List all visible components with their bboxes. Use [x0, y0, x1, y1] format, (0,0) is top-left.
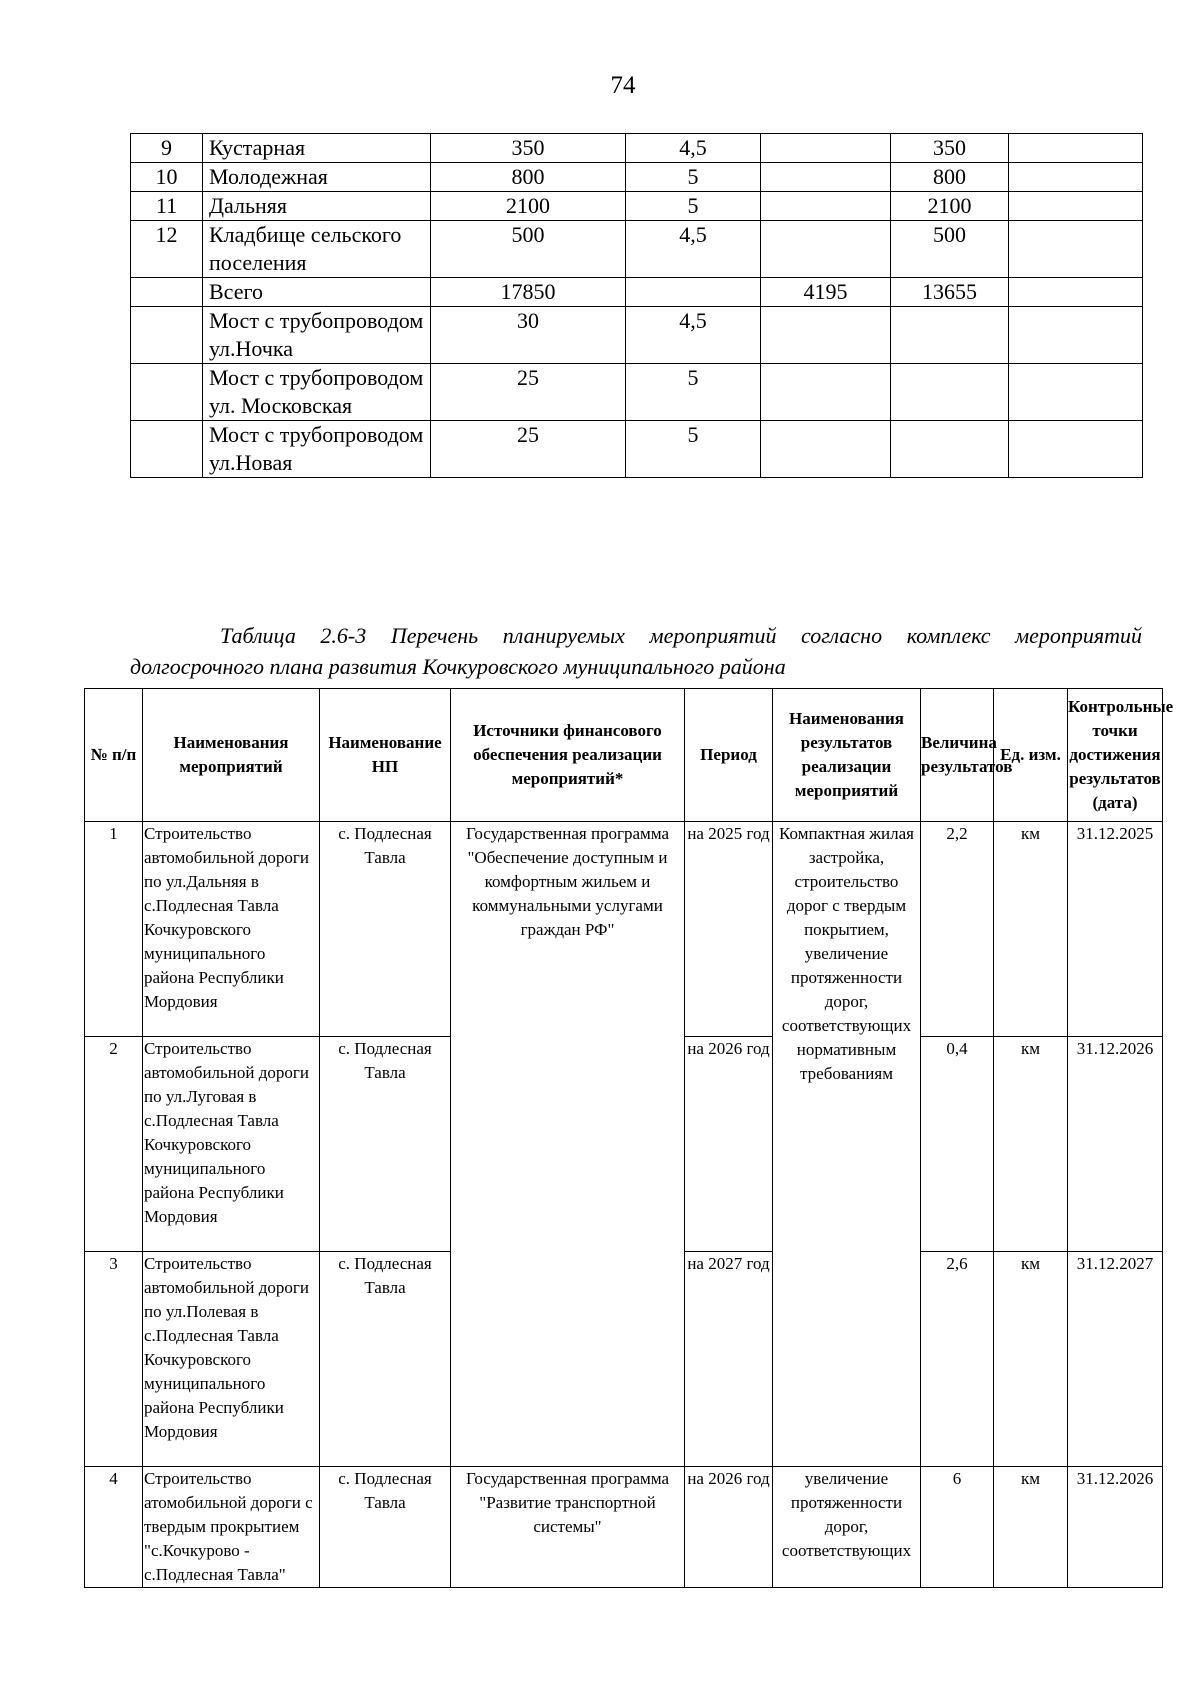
row-col5 — [761, 192, 891, 221]
row-name: Всего — [203, 278, 431, 307]
table-row — [85, 1467, 1163, 1588]
row-col7 — [1009, 307, 1143, 364]
row-col7 — [1009, 278, 1143, 307]
row-event: Строительство атомобильной дороги с твердым прокрытием "с.Кочкурово - с.Подлесная Тавла" — [143, 1467, 320, 1588]
table-row — [131, 134, 1143, 163]
row-num — [131, 421, 203, 478]
row-num: 9 — [131, 134, 203, 163]
row-num: 3 — [85, 1252, 143, 1467]
row-unit: км — [994, 822, 1068, 1037]
row-col6: 800 — [891, 163, 1009, 192]
row-col6: 2100 — [891, 192, 1009, 221]
table-row — [131, 364, 1143, 421]
row-num — [131, 364, 203, 421]
row-period: на 2027 год — [685, 1252, 773, 1467]
row-control: 31.12.2026 — [1068, 1467, 1163, 1588]
table-row — [131, 163, 1143, 192]
header-event: Наименования мероприятий — [143, 689, 320, 822]
row-length: 500 — [431, 221, 626, 278]
row-name: Мост с трубопроводом ул. Московская — [203, 364, 431, 421]
row-col5 — [761, 364, 891, 421]
row-name: Кладбище сельского поселения — [203, 221, 431, 278]
row-settlement: с. Подлесная Тавла — [320, 1252, 451, 1467]
row-settlement: с. Подлесная Тавла — [320, 1037, 451, 1252]
row-col7 — [1009, 163, 1143, 192]
row-period: на 2025 год — [685, 822, 773, 1037]
row-length: 25 — [431, 364, 626, 421]
row-width: 4,5 — [626, 307, 761, 364]
row-width: 4,5 — [626, 134, 761, 163]
table-row — [85, 822, 1163, 1037]
header-result: Наименования результатов реализации мероприятий — [773, 689, 921, 822]
row-width: 5 — [626, 163, 761, 192]
row-col7 — [1009, 192, 1143, 221]
row-col5 — [761, 163, 891, 192]
row-num — [131, 307, 203, 364]
table-row — [131, 307, 1143, 364]
planned-events-table — [84, 688, 1174, 1588]
row-period: на 2026 год — [685, 1037, 773, 1252]
row-col6 — [891, 421, 1009, 478]
header-num: № п/п — [85, 689, 143, 822]
row-value: 0,4 — [921, 1037, 994, 1252]
row-num: 2 — [85, 1037, 143, 1252]
row-value: 2,2 — [921, 822, 994, 1037]
row-col6: 350 — [891, 134, 1009, 163]
table-row — [131, 421, 1143, 478]
table-header-row — [85, 689, 1163, 822]
row-col6: 13655 — [891, 278, 1009, 307]
row-col7 — [1009, 134, 1143, 163]
row-num: 12 — [131, 221, 203, 278]
row-col5 — [761, 134, 891, 163]
header-value: Величина результатов — [921, 689, 994, 822]
row-col5 — [761, 221, 891, 278]
row-col6: 500 — [891, 221, 1009, 278]
row-length: 17850 — [431, 278, 626, 307]
header-period: Период — [685, 689, 773, 822]
row-num — [131, 278, 203, 307]
row-col7 — [1009, 421, 1143, 478]
row-num: 11 — [131, 192, 203, 221]
row-width: 5 — [626, 421, 761, 478]
row-name: Кустарная — [203, 134, 431, 163]
row-width: 5 — [626, 364, 761, 421]
row-name: Мост с трубопроводом ул.Новая — [203, 421, 431, 478]
header-source: Источники финансового обеспечения реализации мероприятий* — [451, 689, 685, 822]
row-col7 — [1009, 221, 1143, 278]
row-control: 31.12.2026 — [1068, 1037, 1163, 1252]
row-col6 — [891, 364, 1009, 421]
row-result-merged: Компактная жилая застройка, строительство дорог с твердым покрытием, увеличение протяженности дорог, соответствующих нормативным требованиям — [773, 822, 921, 1467]
row-col6 — [891, 307, 1009, 364]
row-name: Молодежная — [203, 163, 431, 192]
row-value: 6 — [921, 1467, 994, 1588]
row-event: Строительство автомобильной дороги по ул.Полевая в с.Подлесная Тавла Кочкуровского муниципального района Республики Мордовия — [143, 1252, 320, 1467]
header-control: Контрольные точки достижения результатов (дата) — [1068, 689, 1163, 822]
row-num: 10 — [131, 163, 203, 192]
row-unit: км — [994, 1467, 1068, 1588]
row-col7 — [1009, 364, 1143, 421]
row-period: на 2026 год — [685, 1467, 773, 1588]
row-col5 — [761, 421, 891, 478]
row-col5 — [761, 307, 891, 364]
row-unit: км — [994, 1037, 1068, 1252]
row-num: 4 — [85, 1467, 143, 1588]
table-row — [131, 278, 1143, 307]
table-caption: Таблица 2.6-3 Перечень планируемых мероприятий согласно комплекс мероприятий долгосрочного плана развития Кочкуровского муниципального района — [130, 623, 1142, 679]
row-settlement: с. Подлесная Тавла — [320, 1467, 451, 1588]
row-unit: км — [994, 1252, 1068, 1467]
row-length: 2100 — [431, 192, 626, 221]
row-name: Дальняя — [203, 192, 431, 221]
page-number: 74 — [610, 72, 636, 99]
row-length: 30 — [431, 307, 626, 364]
header-settlement: Наименование НП — [320, 689, 451, 822]
row-length: 350 — [431, 134, 626, 163]
roads-table — [130, 133, 1143, 478]
row-source-merged: Государственная программа "Обеспечение доступным и комфортным жильем и коммунальными услугами граждан РФ" — [451, 822, 685, 1467]
row-length: 800 — [431, 163, 626, 192]
row-col5: 4195 — [761, 278, 891, 307]
row-value: 2,6 — [921, 1252, 994, 1467]
row-length: 25 — [431, 421, 626, 478]
row-num: 1 — [85, 822, 143, 1037]
row-control: 31.12.2027 — [1068, 1252, 1163, 1467]
row-width: 5 — [626, 192, 761, 221]
row-result: увеличение протяженности дорог, соответствующих — [773, 1467, 921, 1588]
row-settlement: с. Подлесная Тавла — [320, 822, 451, 1037]
table-row — [131, 221, 1143, 278]
row-event: Строительство автомобильной дороги по ул.Дальняя в с.Подлесная Тавла Кочкуровского муниципального района Республики Мордовия — [143, 822, 320, 1037]
row-name: Мост с трубопроводом ул.Ночка — [203, 307, 431, 364]
header-unit: Ед. изм. — [994, 689, 1068, 822]
row-event: Строительство автомобильной дороги по ул.Луговая в с.Подлесная Тавла Кочкуровского муниципального района Республики Мордовия — [143, 1037, 320, 1252]
row-source: Государственная программа "Развитие транспортной системы" — [451, 1467, 685, 1588]
row-width — [626, 278, 761, 307]
row-control: 31.12.2025 — [1068, 822, 1163, 1037]
row-width: 4,5 — [626, 221, 761, 278]
table-row — [131, 192, 1143, 221]
